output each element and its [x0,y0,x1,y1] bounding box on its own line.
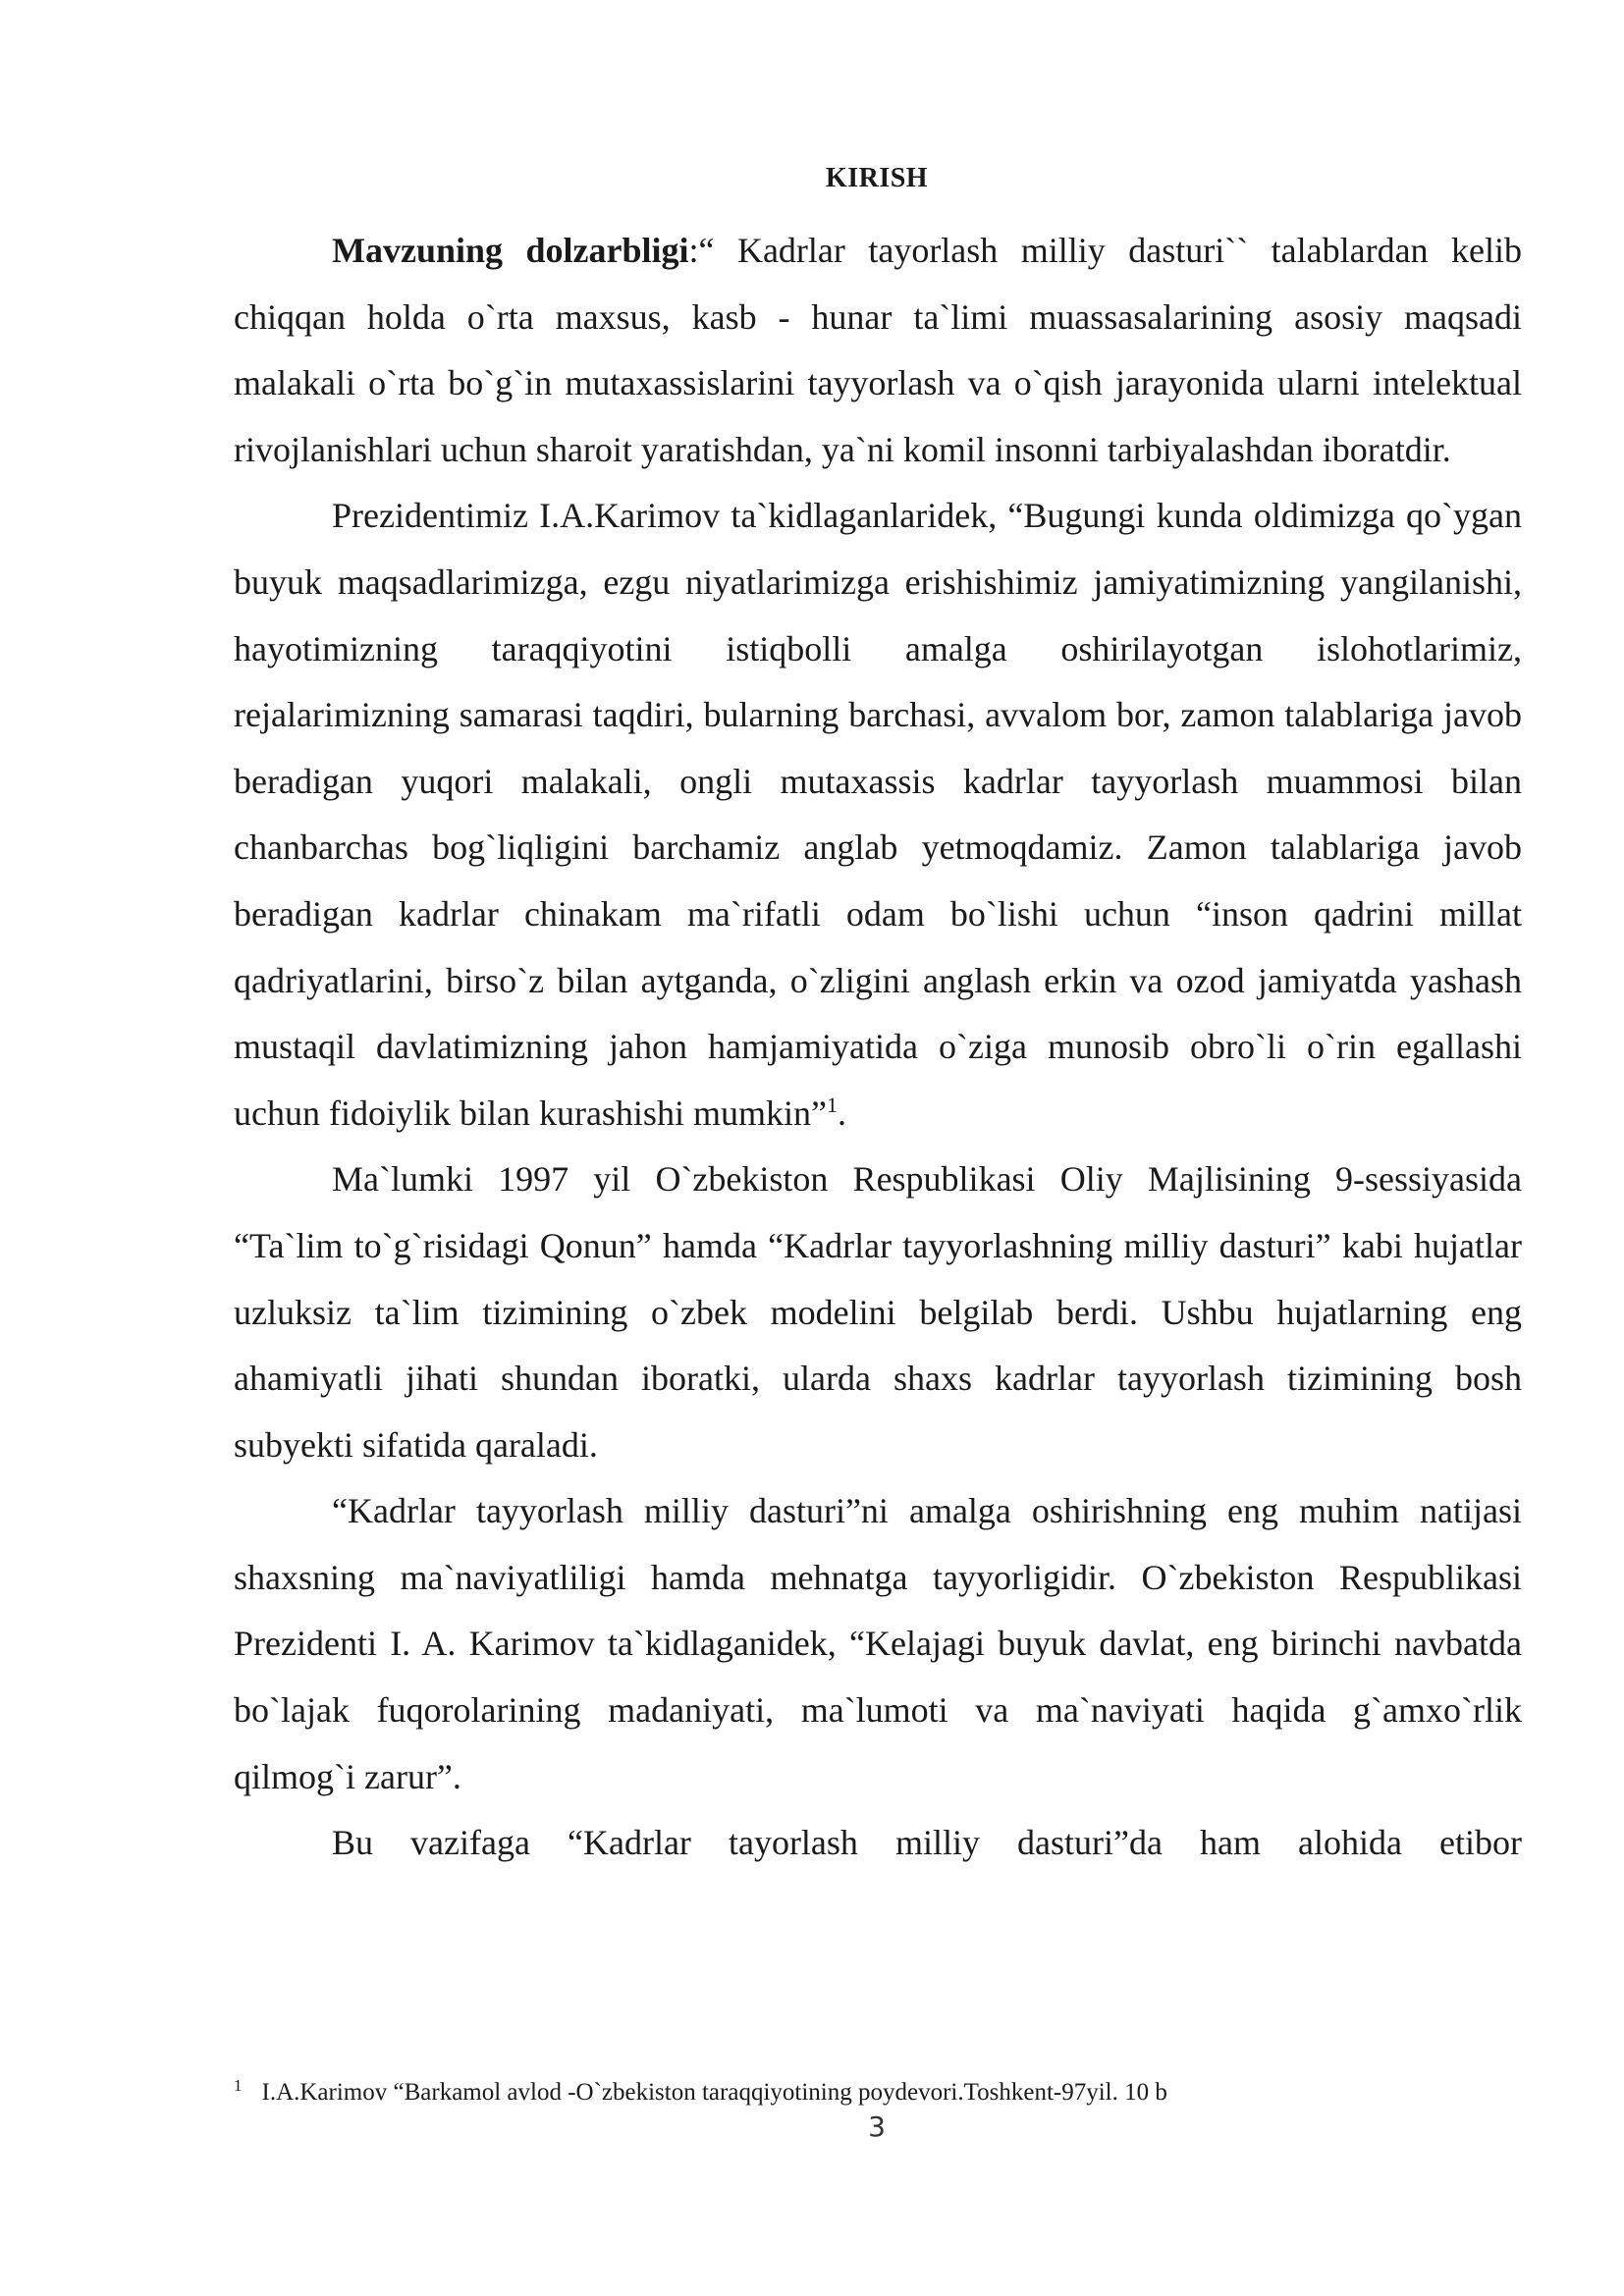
paragraph-president-quote [234,483,1522,1147]
paragraph-text: :“ Kadrlar tayorlash milliy dasturi`` talablardan kelib chiqqan holda o`rta maxsus, kasb - hunar ta`limi muassasalarining asosiy maqsadi malakali o`rta bo`g`in mutaxassislarini tayyorlash va o`qish jarayonida ularni intelektual rivojlanishlari uchun sharoit yaratishdan, ya`ni komil insonni tarbiyalashdan iboratdir. [234,231,1523,469]
footnote-mark: 1 [234,2075,243,2095]
footnote-text: I.A.Karimov “Barkamol avlod -O`zbekiston taraqqiyotining poydevori.Toshkent-97yil. 10 b [261,2079,1167,2106]
paragraph-text: Bu vazifaga “Kadrlar tayorlash milliy dasturi”da ham alohida etibor [332,1823,1522,1863]
section-heading: KIRISH [825,163,929,193]
paragraph-end: . [837,1093,846,1133]
paragraph-task [234,1810,1522,1877]
paragraph-program-result [234,1478,1522,1810]
paragraph-text: Ma`lumki 1997 yil O`zbekiston Respublikasi Oliy Majlisining 9-sessiyasida “Ta`lim to`g`risidagi Qonun” hamda “Kadrlar tayyorlashning milliy dasturi” kabi hujatlar uzluksiz ta`lim tizimining o`zbek modelini belgilab berdi. Ushbu hujatlarning eng ahamiyatli jihati shundan iboratki, ularda shaxs kadrlar tayyorlash tizimining bosh subyekti sifatida qaraladi. [234,1159,1522,1465]
page-number: 3 [868,2110,886,2143]
paragraph-lead: Mavzuning dolzarbligi [332,231,689,270]
paragraph-text: “Kadrlar tayyorlash milliy dasturi”ni amalga oshirishning eng muhim natijasi shaxsning ma`naviyatliligi hamda mehnatga tayyorligidir. O`zbekiston Respublikasi Prezidenti I. A. Karimov ta`kidlaganidek, “Kelajagi buyuk davlat, eng birinchi navbatda bo`lajak fuqorolarining madaniyati, ma`lumoti va ma`naviyati haqida g`amxo`rlik qilmog`i zarur”. [234,1491,1522,1796]
paragraph-relevance [234,218,1522,483]
body-text [234,218,1522,1877]
paragraph-text: Prezidentimiz I.A.Karimov ta`kidlaganlaridek, “Bugungi kunda oldimizga qo`ygan buyuk maqsadlarimizga, ezgu niyatlarimizga erishishimiz jamiyatimizning yangilanishi, hayotimizning taraqqiyotini istiqbolli amalga oshirilayotgan islohotlarimiz, rejalarimizning samarasi taqdiri, bularning barchasi, avvalom bor, zamon talablariga javob beradigan yuqori malakali, ongli mutaxassis kadrlar tayyorlash muammosi bilan chanbarchas bog`liqligini barchamiz anglab yetmoqdamiz. Zamon talablariga javob beradigan kadrlar chinakam ma`rifatli odam bo`lishi uchun “inson qadrini millat qadriyatlarini, birso`z bilan aytganda, o`zligini anglash erkin va ozod jamiyatda yashash mustaqil davlatimizning jahon hamjamiyatida o`ziga munosib obro`li o`rin egallashi uchun fidoiylik bilan kurashishi mumkin” [234,496,1522,1133]
footnote-reference[interactable]: 1 [826,1092,838,1117]
footnote [234,2077,1522,2109]
paragraph-law-1997 [234,1147,1522,1478]
